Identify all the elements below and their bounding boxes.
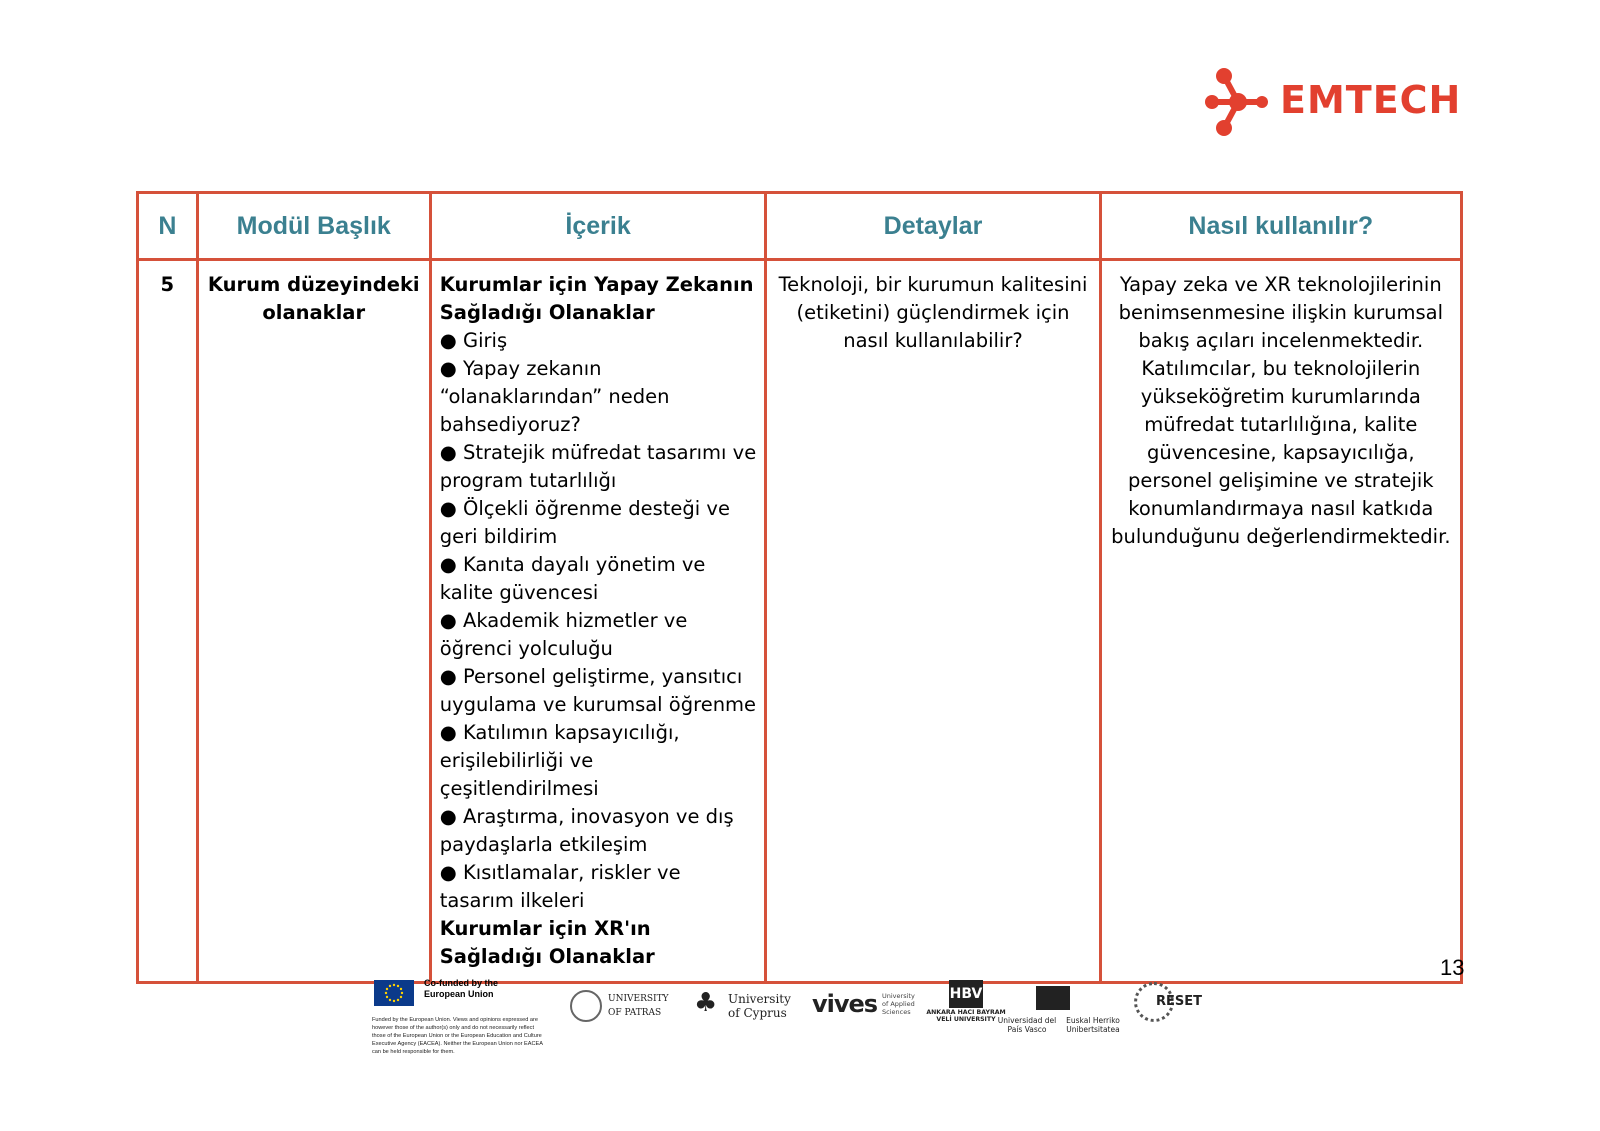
details-cell: Teknoloji, bir kurumun kalitesini (etiketini) güçlendirmek için nasıl kullanılabilir? [766, 260, 1100, 983]
ehu-logo [992, 986, 1132, 1040]
how-to-use-cell: Yapay zeka ve XR teknolojilerinin benimsenmesine ilişkin kurumsal bakış açıları incelenmektedir. Katılımcılar, bu teknolojilerin yükseköğretim kurumlarında müfredat tutarlılığına, kalite güvencesine, kapsayıcılığa, personel gelişimine ve stratejik konumlandırmaya nasıl katkıda bulunduğunu değerlendirmektedir. [1100, 260, 1461, 983]
hbv-mark: HBV [949, 980, 983, 1008]
molecule-icon [1204, 66, 1278, 140]
emtech-logo [1204, 66, 1470, 140]
vives-subtitle: University of Applied Sciences [882, 992, 915, 1016]
list-item: ● Giriş [440, 327, 757, 355]
cyprus-logo [694, 986, 804, 1026]
hbv-name: ANKARA HACI BAYRAM VELİ UNIVERSITY [926, 1009, 1006, 1023]
reset-logo [1134, 982, 1224, 1032]
table-row [138, 260, 1462, 983]
reset-name: RESET [1156, 994, 1203, 1009]
vives-logo [812, 986, 922, 1026]
list-item: ● Katılımın kapsayıcılığı, erişilebilirliği ve çeşitlendirilmesi [440, 719, 757, 803]
content-cell [430, 260, 766, 983]
list-item: ● Yapay zekanın “olanaklarından” neden bahsediyoruz? [440, 355, 757, 439]
eu-disclaimer: Funded by the European Union. Views and opinions expressed are however those of the author(s) only and do not necessarily reflect those of the European Union or the European Education and Culture Executive Agency (EACEA). Neither the European Union nor EACEA can be held responsible for them. [372, 1017, 543, 1055]
module-table [136, 191, 1463, 984]
list-item: ● Kısıtlamalar, riskler ve tasarım ilkeleri [440, 859, 757, 915]
page-number: 13 [1440, 955, 1465, 980]
logo-text: EMTECH [1280, 78, 1462, 122]
content-heading-xr: Kurumlar için XR'ın Sağladığı Olanaklar [439, 917, 655, 968]
row-number: 5 [138, 260, 198, 983]
patras-seal-icon [570, 990, 602, 1022]
content-heading-ai: Kurumlar için Yapay Zekanın Sağladığı Olanaklar [439, 273, 754, 324]
ehu-tree-icon [1036, 986, 1070, 1010]
content-list [440, 327, 757, 915]
ehu-name-eu: Euskal Herriko Unibertsitatea [1066, 1016, 1120, 1034]
eu-flag-icon [374, 980, 414, 1006]
header-how-to-use: Nasıl kullanılır? [1100, 193, 1461, 260]
list-item: ● Personel geliştirme, yansıtıcı uygulama ve kurumsal öğrenme [440, 663, 757, 719]
header-content: İçerik [430, 193, 766, 260]
eu-cofunded-label: Co-funded by the European Union [424, 978, 498, 999]
vives-name: vives [812, 990, 878, 1018]
list-item: ● Araştırma, inovasyon ve dış paydaşlarla etkileşim [440, 803, 757, 859]
cyprus-tree-icon: ♣ [694, 988, 718, 1018]
header-details: Detaylar [766, 193, 1100, 260]
patras-logo [570, 988, 680, 1028]
list-item: ● Ölçekli öğrenme desteği ve geri bildirim [440, 495, 757, 551]
patras-name: UNIVERSITY OF PATRAS [608, 994, 669, 1018]
footer [372, 980, 1252, 1070]
list-item: ● Akademik hizmetler ve öğrenci yolculuğu [440, 607, 757, 663]
header-module-title: Modül Başlık [197, 193, 430, 260]
table-header-row [138, 193, 1462, 260]
list-item: ● Kanıta dayalı yönetim ve kalite güvencesi [440, 551, 757, 607]
list-item: ● Stratejik müfredat tasarımı ve program tutarlılığı [440, 439, 757, 495]
ehu-name-es: Universidad del País Vasco [997, 1016, 1057, 1034]
cyprus-name: University of Cyprus [728, 992, 791, 1020]
header-n: N [138, 193, 198, 260]
module-title-cell: Kurum düzeyindeki olanaklar [197, 260, 430, 983]
